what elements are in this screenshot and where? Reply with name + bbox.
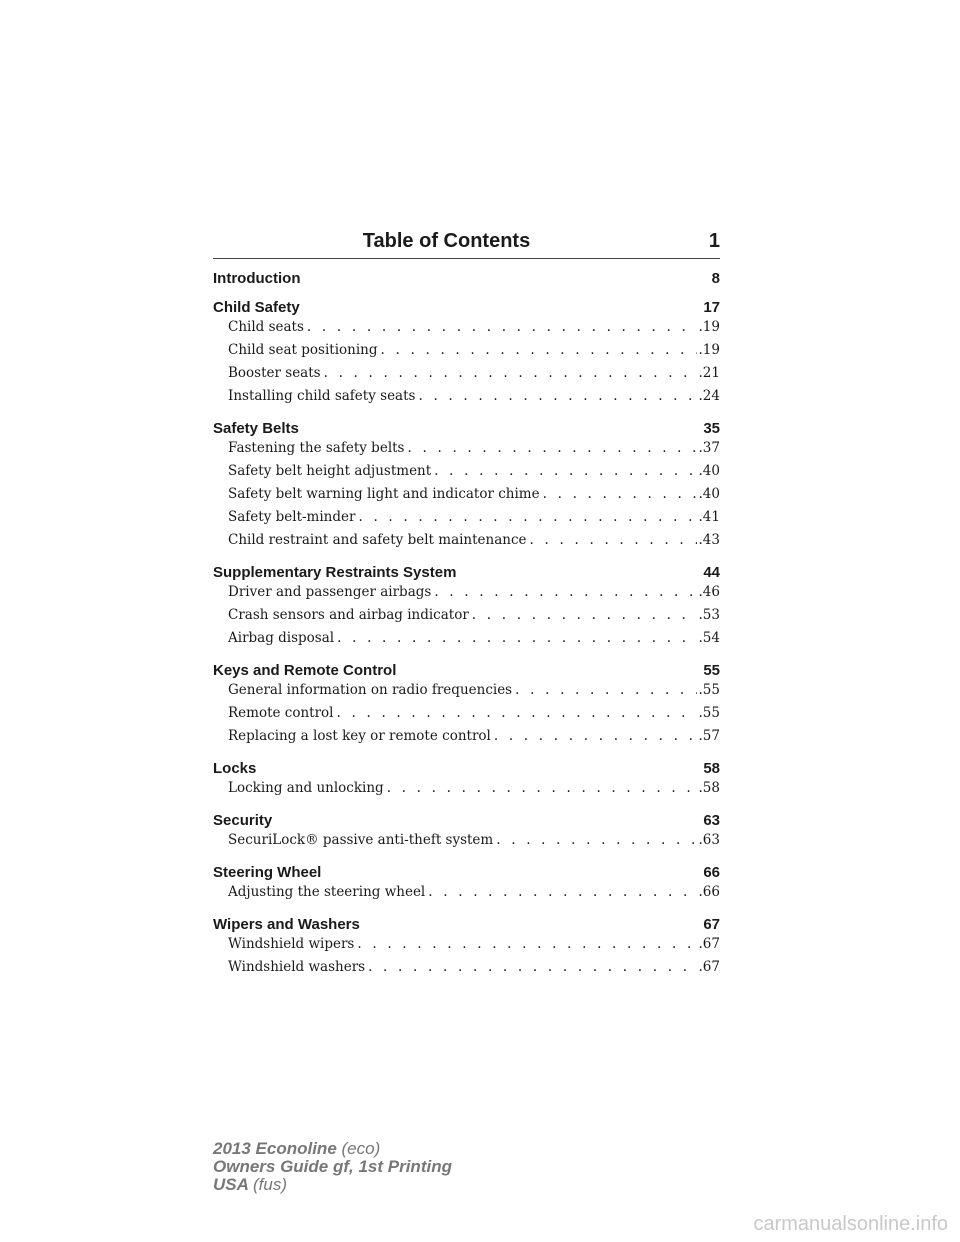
toc-entry-page: .21 — [698, 365, 720, 381]
toc-entry-label: General information on radio frequencies — [228, 682, 513, 698]
toc-section[interactable] — [213, 916, 720, 936]
footer-region-code: (fus) — [253, 1175, 287, 1194]
toc-entry-label: Installing child safety seats — [228, 388, 416, 404]
toc-section-page: 8 — [711, 270, 720, 287]
dot-leader — [337, 705, 697, 721]
toc-section[interactable] — [213, 864, 720, 884]
toc-entry[interactable] — [228, 532, 720, 555]
toc-entry-page: .40 — [698, 486, 720, 502]
toc-section-page: 35 — [703, 420, 720, 437]
dot-leader — [530, 532, 697, 548]
toc-entry-label: Crash sensors and airbag indicator — [228, 607, 469, 623]
toc-entry[interactable] — [228, 728, 720, 751]
table-of-contents — [213, 270, 720, 982]
toc-section[interactable] — [213, 299, 720, 319]
toc-entry-page: .67 — [698, 936, 720, 952]
toc-section-title: Safety Belts — [213, 420, 299, 437]
toc-section-page: 66 — [703, 864, 720, 881]
footer-model-code: (eco) — [341, 1139, 381, 1158]
toc-entry-label: Driver and passenger airbags — [228, 584, 432, 600]
toc-section[interactable] — [213, 812, 720, 832]
toc-section-page: 44 — [703, 564, 720, 581]
toc-entry-label: Remote control — [228, 705, 334, 721]
toc-section-title: Child Safety — [213, 299, 300, 316]
toc-entry[interactable] — [228, 705, 720, 728]
toc-section[interactable] — [213, 760, 720, 780]
toc-entry-page: .66 — [698, 884, 720, 900]
toc-entry-label: Safety belt-minder — [228, 509, 356, 525]
toc-section-page: 63 — [703, 812, 720, 829]
toc-entry-page: .53 — [698, 607, 720, 623]
page-number: 1 — [708, 230, 720, 252]
toc-entry-page: .67 — [698, 959, 720, 975]
toc-section-title: Keys and Remote Control — [213, 662, 397, 679]
toc-section[interactable] — [213, 420, 720, 440]
toc-entry[interactable] — [228, 486, 720, 509]
toc-entry-page: .40 — [698, 463, 720, 479]
toc-section-title: Wipers and Washers — [213, 916, 360, 933]
toc-entry[interactable] — [228, 342, 720, 365]
page-title: Table of Contents — [362, 230, 531, 252]
footer-region: USA — [213, 1175, 249, 1194]
toc-section[interactable] — [213, 662, 720, 682]
toc-entry-label: Child restraint and safety belt maintenance — [228, 532, 527, 548]
footer-model: 2013 Econoline — [213, 1139, 337, 1158]
toc-entry[interactable] — [228, 832, 720, 855]
dot-leader — [324, 365, 697, 381]
dot-leader — [381, 342, 697, 358]
toc-section[interactable] — [213, 270, 720, 290]
toc-entry-label: Adjusting the steering wheel — [228, 884, 426, 900]
footer-printing: Owners Guide gf, 1st Printing — [213, 1157, 452, 1176]
toc-entry-label: Airbag disposal — [228, 630, 335, 646]
toc-entry[interactable] — [228, 936, 720, 959]
toc-entry[interactable] — [228, 584, 720, 607]
dot-leader — [368, 959, 696, 975]
toc-section-page: 55 — [703, 662, 720, 679]
dot-leader — [496, 832, 696, 848]
toc-entry[interactable] — [228, 388, 720, 411]
dot-leader — [428, 884, 696, 900]
toc-entry-page: .41 — [698, 509, 720, 525]
dot-leader — [357, 936, 696, 952]
dot-leader — [494, 728, 697, 744]
dot-leader — [434, 463, 696, 479]
toc-entry-page: .37 — [698, 440, 720, 456]
toc-entry-page: .19 — [698, 342, 720, 358]
dot-leader — [418, 388, 696, 404]
watermark: carmanualsonline.info — [753, 1213, 948, 1235]
toc-entry[interactable] — [228, 319, 720, 342]
toc-section-title: Steering Wheel — [213, 864, 322, 881]
toc-entry[interactable] — [228, 463, 720, 486]
toc-entry-label: Locking and unlocking — [228, 780, 384, 796]
dot-leader — [543, 486, 697, 502]
toc-entry-page: .46 — [698, 584, 720, 600]
dot-leader — [337, 630, 696, 646]
toc-entry[interactable] — [228, 682, 720, 705]
toc-entry[interactable] — [228, 509, 720, 532]
toc-entry[interactable] — [228, 780, 720, 803]
toc-entry-page: .55 — [698, 705, 720, 721]
toc-entry-label: Windshield washers — [228, 959, 366, 975]
toc-entry-label: Replacing a lost key or remote control — [228, 728, 491, 744]
dot-leader — [387, 780, 697, 796]
toc-entry-page: .55 — [698, 682, 720, 698]
toc-section-page: 17 — [703, 299, 720, 316]
toc-entry-page: .24 — [698, 388, 720, 404]
toc-entry-page: .58 — [698, 780, 720, 796]
toc-entry[interactable] — [228, 884, 720, 907]
toc-entry-label: Child seats — [228, 319, 304, 335]
toc-entry-page: .63 — [698, 832, 720, 848]
toc-entry[interactable] — [228, 607, 720, 630]
dot-leader — [472, 607, 697, 623]
dot-leader — [307, 319, 697, 335]
toc-entry-label: Booster seats — [228, 365, 321, 381]
toc-entry-page: .57 — [698, 728, 720, 744]
toc-entry[interactable] — [228, 630, 720, 653]
dot-leader — [408, 440, 697, 456]
toc-entry[interactable] — [228, 440, 720, 463]
toc-entry-label: Safety belt warning light and indicator chime — [228, 486, 540, 502]
toc-section-title: Security — [213, 812, 273, 829]
toc-section-page: 58 — [703, 760, 720, 777]
toc-section-page: 67 — [703, 916, 720, 933]
dot-leader — [515, 682, 696, 698]
toc-entry-label: Fastening the safety belts — [228, 440, 405, 456]
toc-entry-page: .54 — [698, 630, 720, 646]
toc-entry-label: Windshield wipers — [228, 936, 355, 952]
toc-section-title: Locks — [213, 760, 257, 777]
toc-entry-label: SecuriLock® passive anti-theft system — [228, 832, 494, 848]
dot-leader — [358, 509, 696, 525]
dot-leader — [434, 584, 696, 600]
toc-section[interactable] — [213, 564, 720, 584]
page-header — [213, 230, 720, 259]
toc-entry[interactable] — [228, 959, 720, 982]
toc-entry[interactable] — [228, 365, 720, 388]
toc-entry-page: .19 — [698, 319, 720, 335]
footer — [213, 1140, 452, 1194]
toc-section-title: Introduction — [213, 270, 301, 287]
toc-entry-label: Safety belt height adjustment — [228, 463, 432, 479]
toc-entry-label: Child seat positioning — [228, 342, 378, 358]
toc-entry-page: .43 — [698, 532, 720, 548]
toc-section-title: Supplementary Restraints System — [213, 564, 457, 581]
